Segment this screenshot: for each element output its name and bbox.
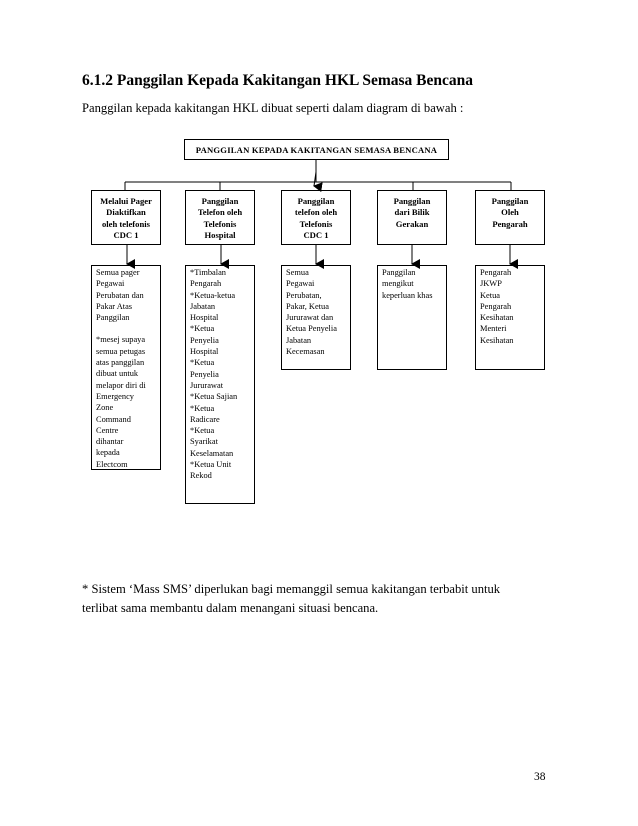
- branch-1-detail-line: Emergency: [96, 391, 134, 401]
- branch-2-detail-line: Rekod: [190, 471, 212, 481]
- branch-2-title-line: Panggilan: [201, 196, 239, 206]
- branch-2-detail-line: Penyelia: [190, 369, 219, 379]
- branch-2-detail: [185, 265, 255, 504]
- branch-3-title-line: CDC 1: [303, 230, 329, 241]
- branch-3-header: [281, 190, 351, 245]
- branch-1-detail-gap: [96, 323, 160, 334]
- branch-4-title-line: Panggilan: [393, 196, 431, 206]
- branch-3-detail-line: Semua: [286, 268, 309, 277]
- intro-paragraph: Panggilan kepada kakitangan HKL dibuat seperti dalam diagram di bawah :: [82, 101, 464, 115]
- branch-1-detail-line: Panggilan: [96, 313, 130, 323]
- branch-3-title-line: Panggilan: [297, 196, 335, 206]
- branch-1-detail-line: Perubatan dan: [96, 290, 144, 300]
- branch-3-title-line: telefon oleh: [294, 207, 338, 218]
- branch-1-detail-line: Zone: [96, 403, 114, 413]
- branch-1-detail-line: Command: [96, 414, 131, 424]
- footnote-paragraph: [82, 580, 500, 618]
- branch-3-detail-line: Perubatan,: [286, 290, 322, 300]
- branch-2-title-line: Telefonis: [203, 218, 237, 229]
- branch-5-detail-line: Menteri: [480, 324, 507, 334]
- branch-1-detail-line: melapor diri di: [96, 380, 146, 390]
- branch-2-detail-line: Jabatan: [190, 301, 216, 311]
- branch-5-title-line: Oleh: [501, 207, 519, 218]
- branch-4-detail: [377, 265, 447, 370]
- branch-4-title-line: dari Bilik: [394, 207, 430, 218]
- branch-1-detail-line: Pegawai: [96, 279, 125, 289]
- branch-1-title-line: Diaktifkan: [106, 207, 146, 218]
- branch-1-detail-line: *mesej supaya: [96, 335, 146, 345]
- branch-3-detail: [281, 265, 351, 370]
- branch-1-detail: [91, 265, 161, 470]
- branch-2-detail-line: *Ketua: [190, 403, 215, 413]
- branch-1-detail-line: Semua pager: [96, 268, 140, 277]
- branch-1-detail-line: dihantar: [96, 437, 124, 447]
- branch-2-detail-line: *Ketua-ketua: [190, 290, 236, 300]
- branch-1-detail-line: semua petugas: [96, 346, 146, 356]
- branch-5-detail-line: Kesihatan: [480, 335, 514, 345]
- branch-3-detail-line: Jabatan: [286, 335, 312, 345]
- branch-2-detail-line: Jururawat: [190, 380, 224, 390]
- branch-2-title-line: Telefon oleh: [197, 207, 243, 218]
- footnote-line: terlibat sama membantu dalam menangani situasi bencana.: [82, 601, 379, 615]
- branch-2-detail-line: Penyelia: [190, 335, 219, 345]
- branch-5-title-line: Panggilan: [491, 196, 529, 206]
- branch-1-title-line: CDC 1: [113, 230, 139, 241]
- branch-2-detail-line: *Ketua Sajian: [190, 392, 238, 402]
- branch-1-detail-line: kepada: [96, 448, 120, 458]
- branch-5-detail-line: JKWP: [480, 279, 502, 289]
- branch-5-detail-line: Ketua: [480, 290, 500, 300]
- branch-1-detail-line: Pakar Atas: [96, 301, 133, 311]
- branch-3-detail-line: Kecemasan: [286, 347, 325, 357]
- branch-2-detail-line: *Ketua: [190, 324, 215, 334]
- branch-2-detail-line: *Timbalan: [190, 268, 226, 277]
- branch-5-detail-line: Kesihatan: [480, 313, 514, 323]
- section-heading: 6.1.2 Panggilan Kepada Kakitangan HKL Semasa Bencana: [82, 72, 474, 89]
- branch-2-detail-line: Hospital: [190, 347, 219, 357]
- branch-2-detail-line: Syarikat: [190, 437, 218, 447]
- branch-1-detail-line: atas panggilan: [96, 358, 145, 368]
- diagram-root-label: PANGGILAN KEPADA KAKITANGAN SEMASA BENCANA: [195, 144, 438, 155]
- branch-1-header: [91, 190, 161, 245]
- diagram-root-box: [184, 139, 449, 160]
- branch-3-detail-line: Pegawai: [286, 279, 315, 289]
- branch-5-detail: [475, 265, 545, 370]
- branch-3-detail-line: Pakar, Ketua: [286, 301, 329, 311]
- branch-5-detail-line: Pengarah: [480, 268, 512, 277]
- branch-3-detail-line: Jururawat dan: [286, 313, 334, 323]
- branch-1-detail-line: Electcom: [96, 459, 128, 469]
- branch-1-title-line: Melalui Pager: [100, 196, 152, 206]
- branch-1-title-line: oleh telefonis: [102, 218, 150, 229]
- page-number: 38: [534, 771, 546, 783]
- branch-3-detail-line: Ketua Penyelia: [286, 324, 337, 334]
- branch-1-detail-line: Centre: [96, 425, 119, 435]
- branch-5-title-line: Pengarah: [492, 218, 528, 229]
- branch-1-detail-line: dibuat untuk: [96, 369, 139, 379]
- branch-2-detail-line: Pengarah: [190, 279, 222, 289]
- branch-5-header: [475, 190, 545, 245]
- branch-2-title-line: Hospital: [204, 230, 236, 241]
- branch-2-detail-line: Radicare: [190, 414, 220, 424]
- branch-2-detail-line: *Ketua: [190, 426, 215, 436]
- branch-4-header: [377, 190, 447, 245]
- branch-2-detail-line: Keselamatan: [190, 448, 234, 458]
- branch-2-detail-line: *Ketua Unit: [190, 460, 232, 470]
- branch-3-title-line: Telefonis: [299, 218, 333, 229]
- footnote-line: * Sistem ‘Mass SMS’ diperlukan bagi memanggil semua kakitangan terbabit untuk: [82, 582, 501, 596]
- branch-2-detail-line: *Ketua: [190, 358, 215, 368]
- branch-4-detail-line: mengikut: [382, 279, 414, 289]
- branch-4-title-line: Gerakan: [395, 218, 429, 229]
- branch-2-detail-line: Hospital: [190, 313, 219, 323]
- branch-4-detail-line: Panggilan: [382, 268, 416, 277]
- branch-4-detail-line: keperluan khas: [382, 290, 433, 300]
- branch-2-header: [185, 190, 255, 245]
- branch-5-detail-line: Pengarah: [480, 301, 512, 311]
